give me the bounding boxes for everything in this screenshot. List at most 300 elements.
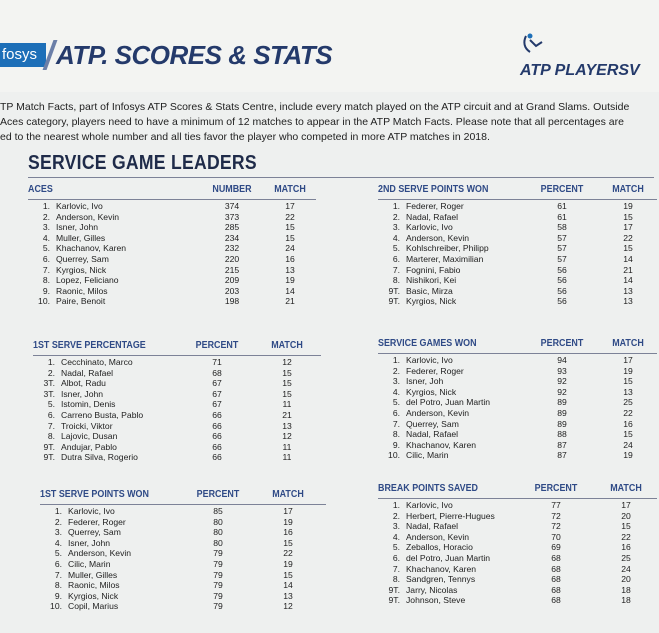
match-count: 14 <box>283 580 293 591</box>
match-count: 17 <box>285 201 295 211</box>
page-title: SERVICE GAME LEADERS <box>28 152 257 174</box>
rank: 6. <box>392 407 400 418</box>
player-name: Isner, John <box>68 537 111 548</box>
table-row <box>28 222 316 233</box>
stat-value: 68 <box>212 367 222 378</box>
rank: 6. <box>47 409 55 420</box>
second-serve-points-won-table <box>378 183 658 307</box>
section-divider <box>378 199 657 200</box>
rank: 8. <box>392 275 400 286</box>
table-row <box>378 397 658 408</box>
rank: 7. <box>392 563 400 574</box>
player-name: del Potro, Juan Martin <box>406 552 491 563</box>
section-header <box>378 482 658 496</box>
stat-value: 79 <box>213 569 223 580</box>
table-row <box>28 275 316 286</box>
match-count: 17 <box>623 355 633 365</box>
table-row <box>378 553 658 564</box>
table-row <box>40 527 326 538</box>
match-count: 19 <box>283 516 293 527</box>
table-row <box>28 286 316 297</box>
match-count: 15 <box>282 367 292 378</box>
stat-value: 92 <box>557 376 567 387</box>
rank: 5. <box>42 243 50 254</box>
stat-value: 61 <box>557 211 567 222</box>
rank: 9T. <box>388 296 400 307</box>
column-header-value: PERCENT <box>195 339 239 351</box>
player-name: del Potro, Juan Martin <box>406 397 491 408</box>
table-row <box>378 222 658 233</box>
player-name: Cilic, Marin <box>406 450 449 461</box>
player-name: Paire, Benoit <box>56 296 106 307</box>
section-title: ACES <box>28 183 53 195</box>
stat-value: 232 <box>224 243 240 254</box>
section-header <box>378 183 658 197</box>
stat-value: 198 <box>224 296 240 307</box>
stat-value: 203 <box>224 285 240 296</box>
table-row <box>33 389 321 400</box>
match-count: 19 <box>623 201 633 211</box>
player-name: Dutra Silva, Rogerio <box>61 452 138 463</box>
match-count: 13 <box>282 420 292 431</box>
table-row <box>40 591 326 602</box>
rank: 3T. <box>43 378 55 389</box>
match-count: 20 <box>621 510 631 521</box>
title-divider <box>28 177 654 178</box>
stat-value: 89 <box>557 397 567 408</box>
match-count: 15 <box>623 376 633 387</box>
section-divider <box>28 199 316 200</box>
match-count: 18 <box>621 595 631 606</box>
stat-value: 61 <box>557 201 567 211</box>
player-name: Khachanov, Karen <box>406 439 477 450</box>
match-count: 21 <box>623 264 633 275</box>
stat-value: 56 <box>557 264 567 275</box>
match-count: 15 <box>285 232 295 243</box>
rank: 6. <box>54 558 62 569</box>
stat-value: 67 <box>212 399 222 410</box>
match-count: 19 <box>285 275 295 286</box>
stat-value: 66 <box>212 441 222 452</box>
stat-value: 220 <box>224 253 240 264</box>
table-row <box>33 431 321 442</box>
rank: 1. <box>42 201 50 211</box>
column-header-value: NUMBER <box>212 183 252 195</box>
table-row <box>28 243 316 254</box>
section-header <box>378 337 658 351</box>
match-count: 15 <box>285 222 295 233</box>
match-count: 22 <box>623 232 633 243</box>
infosys-logo: fosys <box>0 43 46 67</box>
table-row <box>378 408 658 419</box>
intro-line: ed to the nearest whole number and all ties favor the player who competed in more ATP matches in 2018. <box>0 131 490 143</box>
player-name: Andujar, Pablo <box>61 441 117 452</box>
stat-value: 68 <box>551 552 561 563</box>
table-row <box>378 286 658 297</box>
player-name: Federer, Roger <box>406 365 464 376</box>
rank: 4. <box>392 531 400 542</box>
rank: 1. <box>392 201 400 211</box>
match-count: 13 <box>623 386 633 397</box>
stat-value: 94 <box>557 355 567 365</box>
column-header-match: MATCH <box>610 482 642 494</box>
table-row <box>33 368 321 379</box>
rank: 7. <box>42 264 50 275</box>
player-name: Karlovic, Ivo <box>406 222 453 233</box>
match-count: 11 <box>282 441 292 452</box>
table-row <box>40 559 326 570</box>
player-name: Kyrgios, Nick <box>56 264 107 275</box>
table-row <box>378 275 658 286</box>
aces-table <box>28 183 316 307</box>
rank: 5. <box>47 399 55 410</box>
section-title: 2ND SERVE POINTS WON <box>378 183 489 195</box>
table-row <box>28 265 316 276</box>
stat-value: 79 <box>213 548 223 559</box>
stat-value: 93 <box>557 365 567 376</box>
rank: 4. <box>392 232 400 243</box>
match-count: 22 <box>621 531 631 542</box>
stat-value: 79 <box>213 601 223 612</box>
table-row <box>378 254 658 265</box>
player-name: Raonic, Milos <box>56 285 108 296</box>
player-name: Karlovic, Ivo <box>56 201 103 211</box>
rank: 2. <box>47 367 55 378</box>
atp-player-icon <box>520 32 546 58</box>
match-count: 22 <box>285 211 295 222</box>
stat-value: 80 <box>213 537 223 548</box>
column-header-match: MATCH <box>612 337 644 349</box>
match-count: 14 <box>623 275 633 286</box>
table-row <box>40 506 326 517</box>
stat-value: 89 <box>557 407 567 418</box>
match-count: 20 <box>621 574 631 585</box>
rank: 2. <box>54 516 62 527</box>
stat-value: 66 <box>212 431 222 442</box>
break-points-saved-table <box>378 482 658 606</box>
table-row <box>33 452 321 463</box>
rank: 7. <box>54 569 62 580</box>
rank: 9T. <box>388 595 400 606</box>
player-name: Querrey, Sam <box>56 253 109 264</box>
table-row <box>378 521 658 532</box>
stat-value: 68 <box>551 574 561 585</box>
match-count: 18 <box>621 584 631 595</box>
table-row <box>378 532 658 543</box>
rank: 3. <box>54 527 62 538</box>
section-divider <box>33 355 321 356</box>
rank: 5. <box>54 548 62 559</box>
player-name: Cecchinato, Marco <box>61 357 133 367</box>
stat-value: 209 <box>224 275 240 286</box>
table-row <box>40 601 326 612</box>
stat-value: 87 <box>557 450 567 461</box>
stat-value: 58 <box>557 222 567 233</box>
table-row <box>378 212 658 223</box>
match-count: 15 <box>623 243 633 254</box>
match-count: 15 <box>282 378 292 389</box>
player-name: Kyrgios, Nick <box>406 386 457 397</box>
player-name: Nadal, Rafael <box>406 211 459 222</box>
player-name: Troicki, Viktor <box>61 420 113 431</box>
rank: 4. <box>42 232 50 243</box>
player-name: Carreno Busta, Pablo <box>61 409 144 420</box>
table-row <box>378 564 658 575</box>
column-header-value: PERCENT <box>540 337 584 349</box>
column-header-value: PERCENT <box>540 183 584 195</box>
section-header <box>40 488 326 502</box>
table-row <box>28 212 316 223</box>
stat-value: 85 <box>213 506 223 516</box>
rank: 7. <box>392 418 400 429</box>
rank: 2. <box>392 211 400 222</box>
stat-value: 57 <box>557 243 567 254</box>
table-row <box>28 254 316 265</box>
match-count: 24 <box>285 243 295 254</box>
player-name: Anderson, Kevin <box>68 548 132 559</box>
match-count: 15 <box>282 388 292 399</box>
player-name: Querrey, Sam <box>68 527 121 538</box>
table-row <box>28 233 316 244</box>
match-count: 16 <box>621 542 631 553</box>
rank: 7. <box>47 420 55 431</box>
player-name: Khachanov, Karen <box>56 243 127 254</box>
section-title: 1ST SERVE POINTS WON <box>40 488 149 500</box>
rank: 9. <box>54 590 62 601</box>
section-header <box>33 339 321 353</box>
stat-value: 68 <box>551 584 561 595</box>
match-count: 17 <box>621 500 631 510</box>
table-row <box>40 580 326 591</box>
rank: 5. <box>392 243 400 254</box>
match-count: 22 <box>283 548 293 559</box>
match-count: 12 <box>282 431 292 442</box>
match-count: 13 <box>283 590 293 601</box>
match-count: 16 <box>285 253 295 264</box>
section-title: 1ST SERVE PERCENTAGE <box>33 339 146 351</box>
match-count: 15 <box>283 537 293 548</box>
match-count: 14 <box>623 253 633 264</box>
table-row <box>378 429 658 440</box>
table-row <box>33 378 321 389</box>
atp-players-brand: ATP PLAYERSV <box>520 62 640 79</box>
rank: 9T. <box>388 584 400 595</box>
player-name: Federer, Roger <box>406 201 464 211</box>
match-count: 13 <box>623 296 633 307</box>
player-name: Kohlschreiber, Philipp <box>406 243 489 254</box>
rank: 1. <box>47 357 55 367</box>
player-name: Copil, Marius <box>68 601 119 612</box>
table-row <box>378 243 658 254</box>
rank: 8. <box>42 275 50 286</box>
match-count: 19 <box>623 365 633 376</box>
table-row <box>378 450 658 461</box>
rank: 10. <box>388 450 400 461</box>
rank: 2. <box>392 510 400 521</box>
player-name: Herbert, Pierre-Hugues <box>406 510 495 521</box>
rank: 1. <box>392 500 400 510</box>
section-header <box>28 183 316 197</box>
table-row <box>40 570 326 581</box>
match-count: 21 <box>282 409 292 420</box>
player-name: Anderson, Kevin <box>406 407 470 418</box>
table-row <box>378 355 658 366</box>
table-row <box>378 585 658 596</box>
player-name: Muller, Gilles <box>56 232 106 243</box>
first-serve-percentage-table <box>33 339 321 463</box>
rank: 6. <box>392 253 400 264</box>
table-row <box>378 233 658 244</box>
rank: 2. <box>42 211 50 222</box>
table-row <box>33 399 321 410</box>
column-header-value: PERCENT <box>196 488 240 500</box>
stat-value: 70 <box>551 531 561 542</box>
rank: 9T. <box>43 452 55 463</box>
column-header-match: MATCH <box>274 183 306 195</box>
match-count: 12 <box>283 601 293 612</box>
stat-value: 79 <box>213 558 223 569</box>
intro-line: TP Match Facts, part of Infosys ATP Scores & Stats Centre, include every match played on the ATP circuit and at Grand Slams. Outside <box>0 101 630 113</box>
stat-value: 56 <box>557 275 567 286</box>
stat-value: 89 <box>557 418 567 429</box>
rank: 3. <box>392 521 400 532</box>
player-name: Anderson, Kevin <box>56 211 120 222</box>
player-name: Muller, Gilles <box>68 569 118 580</box>
stat-value: 57 <box>557 253 567 264</box>
column-header-match: MATCH <box>612 183 644 195</box>
table-row <box>378 265 658 276</box>
table-row <box>378 376 658 387</box>
rank: 3. <box>392 222 400 233</box>
intro-paragraph <box>0 100 659 145</box>
match-count: 21 <box>285 296 295 307</box>
table-row <box>28 201 316 212</box>
player-name: Anderson, Kevin <box>406 531 470 542</box>
rank: 1. <box>392 355 400 365</box>
service-games-won-table <box>378 337 658 461</box>
stat-value: 87 <box>557 439 567 450</box>
match-count: 15 <box>623 429 633 440</box>
match-count: 13 <box>285 264 295 275</box>
player-name: Kyrgios, Nick <box>68 590 119 601</box>
table-row <box>28 296 316 307</box>
rank: 3. <box>42 222 50 233</box>
player-name: Khachanov, Karen <box>406 563 477 574</box>
rank: 9T. <box>388 285 400 296</box>
section-divider <box>40 504 326 505</box>
rank: 1. <box>54 506 62 516</box>
match-count: 16 <box>283 527 293 538</box>
player-name: Lajovic, Dusan <box>61 431 118 442</box>
rank: 8. <box>392 574 400 585</box>
stat-value: 285 <box>224 222 240 233</box>
stat-value: 57 <box>557 232 567 243</box>
stat-value: 68 <box>551 595 561 606</box>
player-name: Nishikori, Kei <box>406 275 457 286</box>
table-row <box>33 442 321 453</box>
stat-value: 79 <box>213 590 223 601</box>
stat-value: 80 <box>213 527 223 538</box>
player-name: Fognini, Fabio <box>406 264 461 275</box>
table-row <box>33 357 321 368</box>
match-count: 25 <box>623 397 633 408</box>
player-name: Federer, Roger <box>68 516 126 527</box>
stat-value: 234 <box>224 232 240 243</box>
player-name: Johnson, Steve <box>406 595 466 606</box>
match-count: 19 <box>283 558 293 569</box>
player-name: Karlovic, Ivo <box>406 500 453 510</box>
match-count: 19 <box>623 450 633 461</box>
player-name: Anderson, Kevin <box>406 232 470 243</box>
rank: 6. <box>392 552 400 563</box>
rank: 8. <box>47 431 55 442</box>
table-row <box>378 387 658 398</box>
rank: 5. <box>392 542 400 553</box>
stat-value: 72 <box>551 521 561 532</box>
player-name: Karlovic, Ivo <box>68 506 115 516</box>
rank: 2. <box>392 365 400 376</box>
player-name: Cilic, Marin <box>68 558 111 569</box>
player-name: Marterer, Maximilian <box>406 253 484 264</box>
rank: 10. <box>38 296 50 307</box>
rank: 4. <box>392 386 400 397</box>
player-name: Istomin, Denis <box>61 399 116 410</box>
match-count: 11 <box>282 399 292 410</box>
rank: 10. <box>50 601 62 612</box>
stat-value: 92 <box>557 386 567 397</box>
stat-value: 79 <box>213 580 223 591</box>
page-header <box>0 0 659 92</box>
player-name: Sandgren, Tennys <box>406 574 476 585</box>
player-name: Isner, John <box>56 222 99 233</box>
match-count: 12 <box>282 357 292 367</box>
match-count: 17 <box>283 506 293 516</box>
stat-value: 72 <box>551 510 561 521</box>
table-row <box>378 511 658 522</box>
rank: 9. <box>42 285 50 296</box>
section-title: SERVICE GAMES WON <box>378 337 477 349</box>
player-name: Nadal, Rafael <box>406 429 459 440</box>
table-row <box>378 574 658 585</box>
column-header-match: MATCH <box>272 488 304 500</box>
table-row <box>378 366 658 377</box>
rank: 8. <box>54 580 62 591</box>
column-header-match: MATCH <box>271 339 303 351</box>
stat-value: 69 <box>551 542 561 553</box>
player-name: Kyrgios, Nick <box>406 296 457 307</box>
table-row <box>378 542 658 553</box>
table-row <box>378 440 658 451</box>
section-title: BREAK POINTS SAVED <box>378 482 479 494</box>
rank: 3. <box>392 376 400 387</box>
stat-value: 56 <box>557 296 567 307</box>
table-row <box>378 419 658 430</box>
stat-value: 374 <box>224 201 240 211</box>
player-name: Raonic, Milos <box>68 580 120 591</box>
match-count: 15 <box>623 211 633 222</box>
stat-value: 56 <box>557 285 567 296</box>
stat-value: 66 <box>212 452 222 463</box>
player-name: Isner, Joh <box>406 376 444 387</box>
player-name: Karlovic, Ivo <box>406 355 453 365</box>
match-count: 14 <box>285 285 295 296</box>
player-name: Basic, Mirza <box>406 285 453 296</box>
player-name: Albot, Radu <box>61 378 106 389</box>
rank: 6. <box>42 253 50 264</box>
match-count: 22 <box>623 407 633 418</box>
table-row <box>33 410 321 421</box>
rank: 7. <box>392 264 400 275</box>
